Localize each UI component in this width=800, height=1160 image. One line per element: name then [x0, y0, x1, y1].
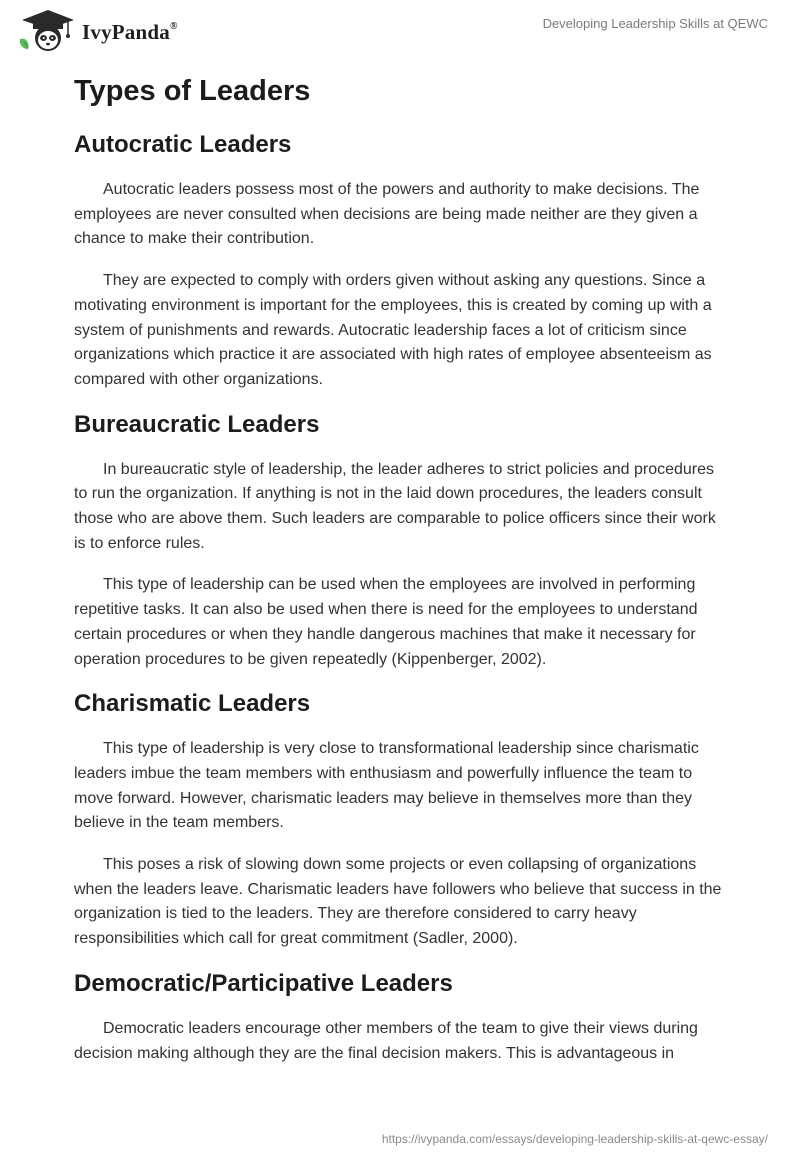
page-header: [0, 0, 800, 60]
registered-mark: ®: [169, 21, 178, 32]
section-heading: Autocratic Leaders: [74, 131, 292, 158]
section-heading: Bureaucratic Leaders: [74, 410, 320, 438]
section-bureaucratic: [74, 410, 726, 673]
page-title: Types of Leaders: [74, 75, 311, 107]
essay-content: [74, 70, 726, 1083]
brand-text: IvyPanda: [82, 20, 170, 44]
paragraph: They are expected to comply with orders given without asking any questions. Since a motivating environment is important for the employees, this is created by coming up with a system of punishments and rewards. Autocratic leadership faces a lot of criticism since organizations which practice it are associated with high rates of employee absenteeism as compared with other organizations.: [74, 272, 712, 388]
section-heading: Democratic/Participative Leaders: [74, 969, 453, 997]
document-title: Developing Leadership Skills at QEWC: [542, 16, 768, 31]
paragraph: Democratic leaders encourage other members of the team to give their views during decision making although they are the final decision makers. This is advantageous in: [74, 1019, 698, 1062]
paragraph: This poses a risk of slowing down some projects or even collapsing of organizations when the leaders leave. Charismatic leaders have followers who believe that success in the organization is tied to the leaders. They are therefore considered to carry heavy responsibilities which call for great commitment (Sadler, 2000).: [74, 856, 722, 948]
section-heading: Charismatic Leaders: [74, 690, 311, 718]
ivypanda-logo-icon[interactable]: [16, 9, 80, 53]
section-autocratic: [74, 130, 726, 393]
brand-name[interactable]: [82, 20, 178, 45]
paragraph: Autocratic leaders possess most of the powers and authority to make decisions. The employees are never consulted when decisions are being made neither are they given a chance to make their contribution.: [74, 181, 700, 248]
source-url-link[interactable]: https://ivypanda.com/essays/developing-leadership-skills-at-qewc-essay/: [381, 1132, 768, 1146]
paragraph: In bureaucratic style of leadership, the leader adheres to strict policies and procedures to run the organization. If anything is not in the laid down procedures, the leaders consult those who are above them. Such leaders are comparable to police officers since their work is to enforce rules.: [74, 460, 716, 552]
section-democratic: [74, 969, 726, 1066]
paragraph: This type of leadership can be used when the employees are involved in performing repetitive tasks. It can also be used when there is need for the employees to understand certain procedures or when they handle dangerous machines that make it necessary for operation procedures to be given repeatedly (Kippenberger, 2002).: [74, 576, 698, 668]
paragraph: This type of leadership is very close to transformational leadership since charismatic leaders imbue the team members with enthusiasm and powerfully influence the team to move forward. However, charismatic leaders may believe in themselves more than they believe in the team members.: [74, 740, 699, 832]
section-charismatic: [74, 689, 726, 952]
